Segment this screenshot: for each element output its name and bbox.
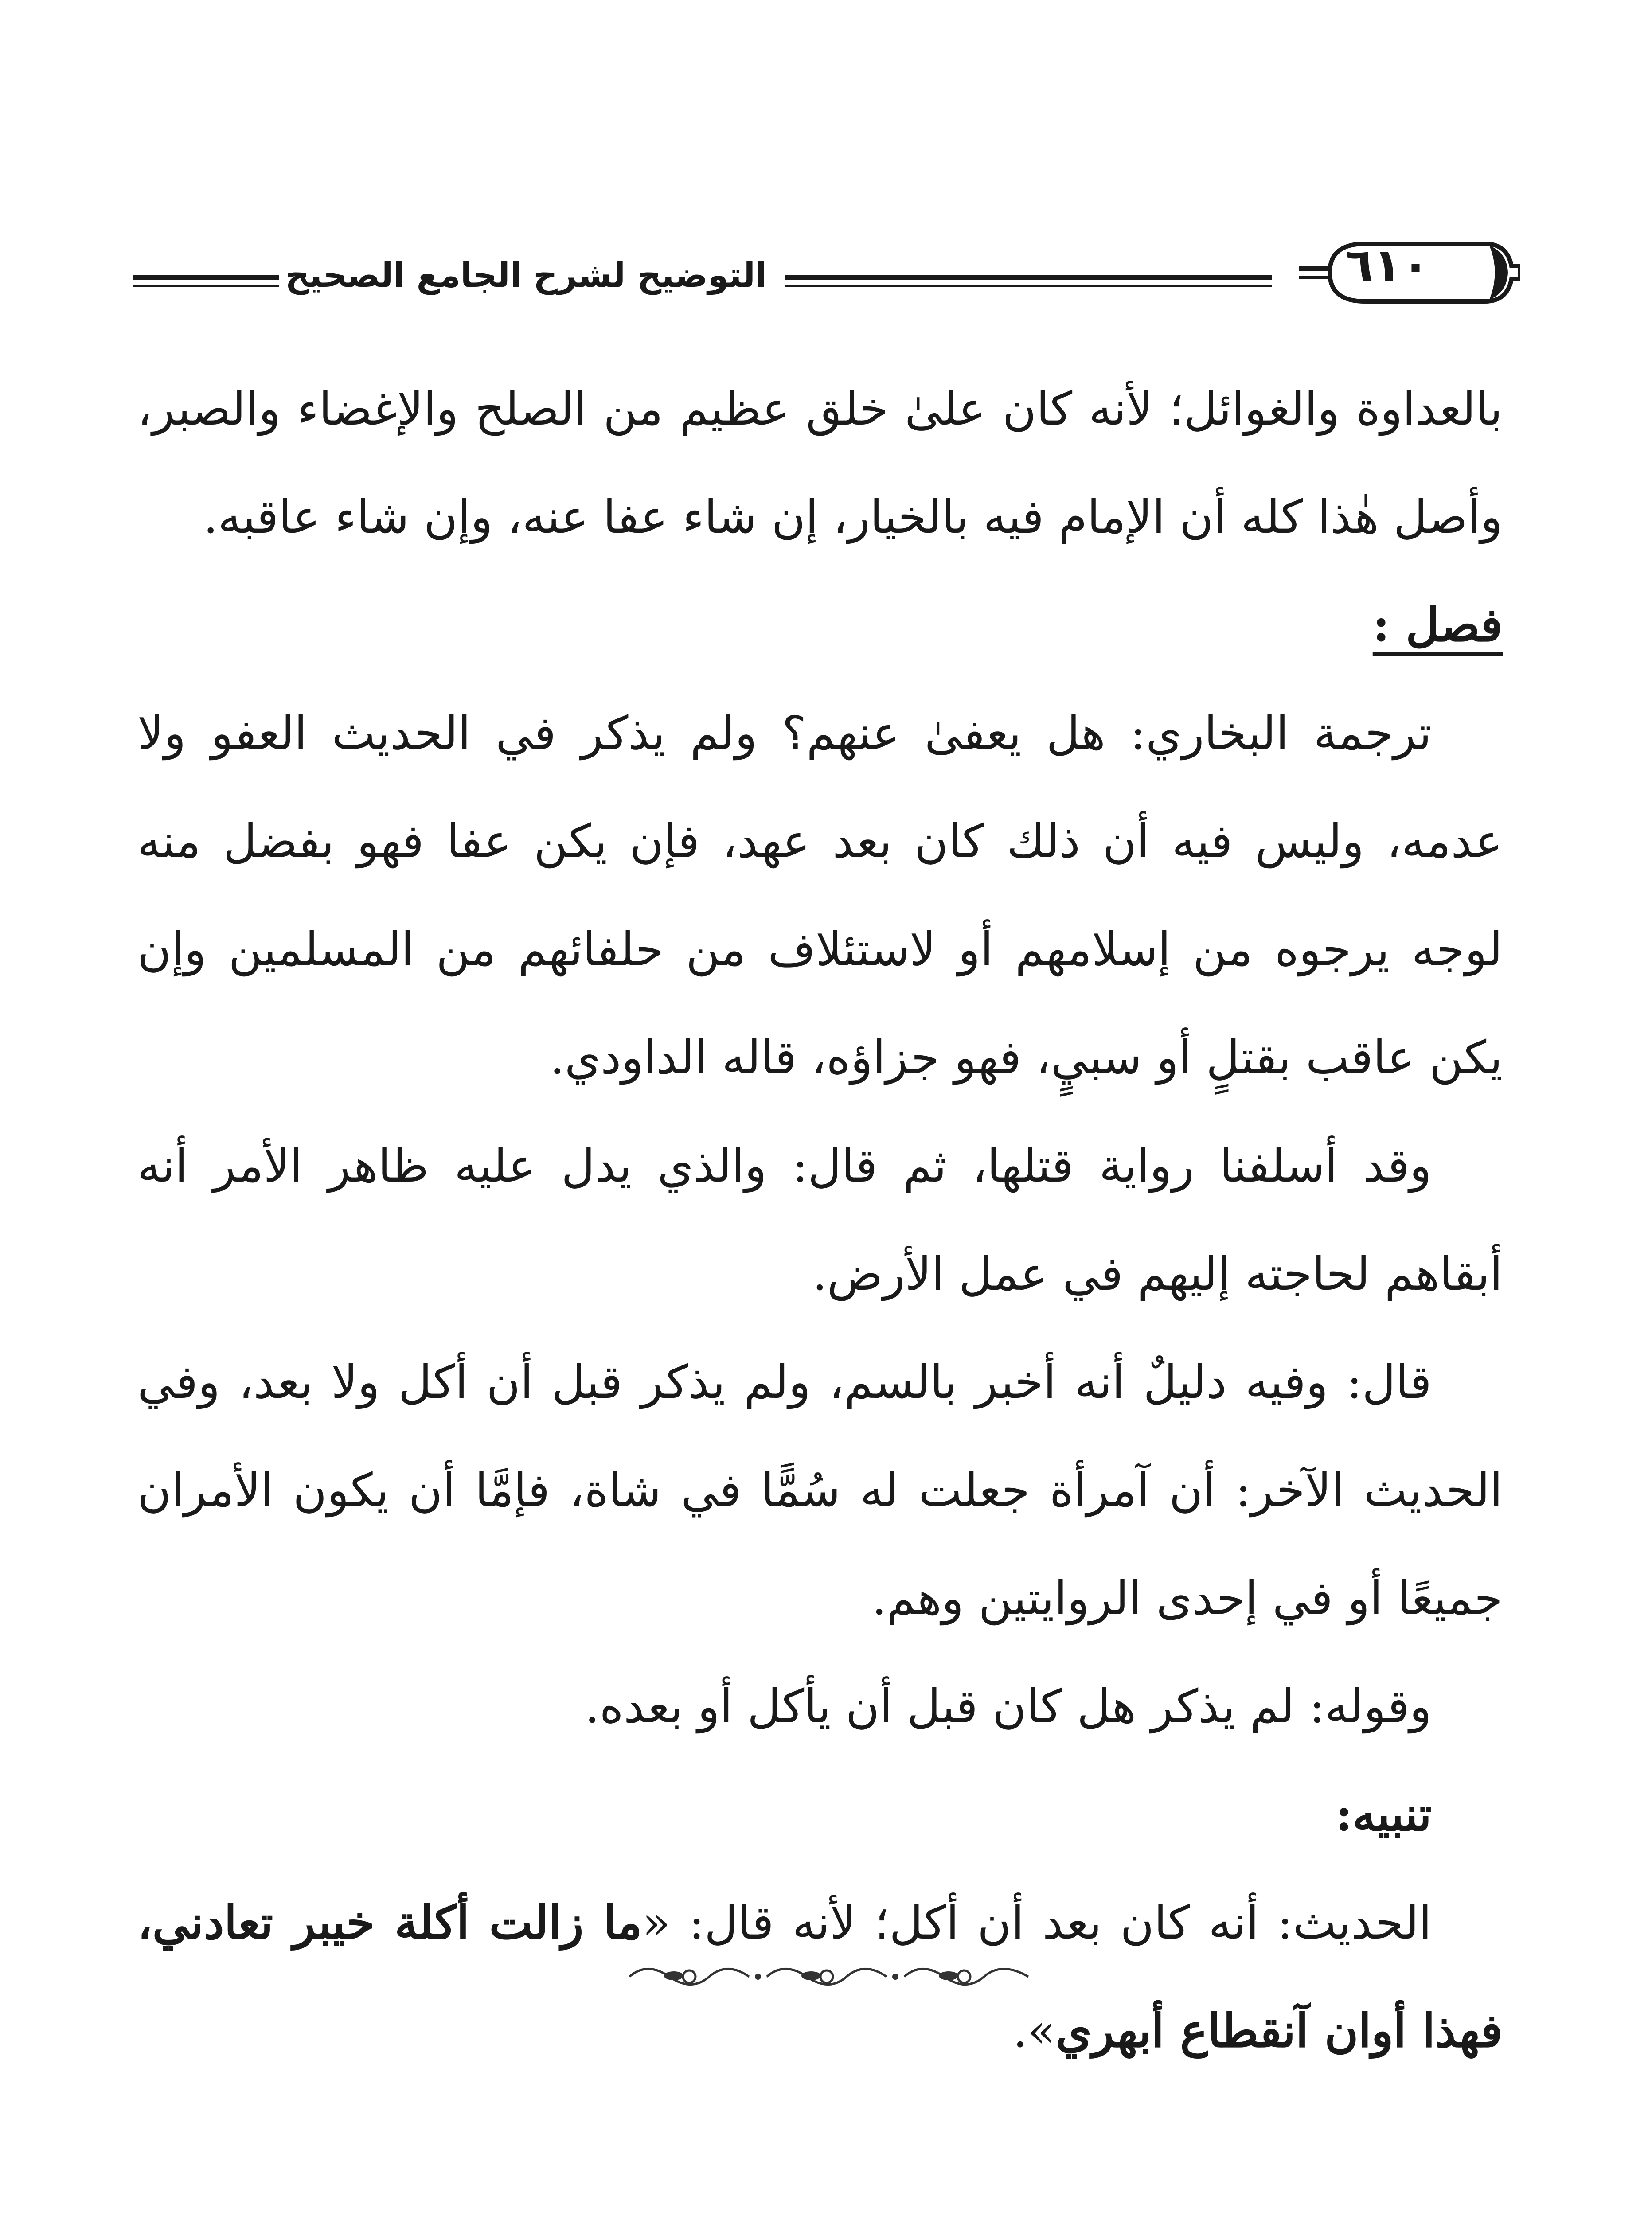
book-title: التوضيح لشرح الجامع الصحيح bbox=[285, 255, 767, 295]
hadith-quote: ما زالت أكلة خيبر تعادني، فهذا أوان آنقطاع أبهري bbox=[137, 1895, 1503, 2058]
paragraph: بالعداوة والغوائل؛ لأنه كان علىٰ خلق عظيم من الصلح والإغضاء والصبر، وأصل هٰذا كله أن الإمام فيه بالخيار، إن شاء عفا عنه، وإن شاء عاقبه. bbox=[137, 382, 1503, 544]
hadith-close: ». bbox=[1013, 2004, 1056, 2058]
paragraph: وقوله: لم يذكر هل كان قبل أن يأكل أو بعده. bbox=[585, 1679, 1432, 1733]
page-number: ٦١٠ bbox=[1345, 238, 1430, 292]
heading-fasl: فصل : bbox=[1372, 597, 1503, 652]
section-heading bbox=[137, 571, 1503, 679]
hadith-intro: الحديث: أنه كان بعد أن أكل؛ لأنه قال: « bbox=[642, 1896, 1432, 1950]
ornament-divider-icon bbox=[621, 1959, 1037, 1994]
heading-tanbih: تنبيه: bbox=[1335, 1787, 1432, 1841]
header-rule-right bbox=[785, 275, 1272, 287]
running-header bbox=[133, 222, 1520, 328]
paragraph: قال: وفيه دليلٌ أنه أخبر بالسم، ولم يذكر قبل أن أكل ولا بعد، وفي الحديث الآخر: أن آمرأة جعلت له سُمًّا في شاة، فإمَّا أن يكون الأمران جميعًا أو في إحدى الروايتين وهم. bbox=[137, 1355, 1503, 1625]
paragraph: وقد أسلفنا رواية قتلها، ثم قال: والذي يدل عليه ظاهر الأمر أنه أبقاهم لحاجته إليهم في عمل الأرض. bbox=[137, 1139, 1503, 1301]
paragraph: ترجمة البخاري: هل يعفىٰ عنهم؟ ولم يذكر في الحديث العفو ولا عدمه، وليس فيه أن ذلك كان بعد عهد، فإن يكن عفا فهو بفضل منه لوجه يرجوه من إسلامهم أو لاستئلاف من حلفائهم من المسلمين وإن يكن عاقب بقتلٍ أو سبيٍ، فهو جزاؤه، قاله الداودي. bbox=[137, 706, 1503, 1085]
header-rule-left bbox=[133, 275, 279, 287]
page-body bbox=[137, 355, 1503, 2085]
